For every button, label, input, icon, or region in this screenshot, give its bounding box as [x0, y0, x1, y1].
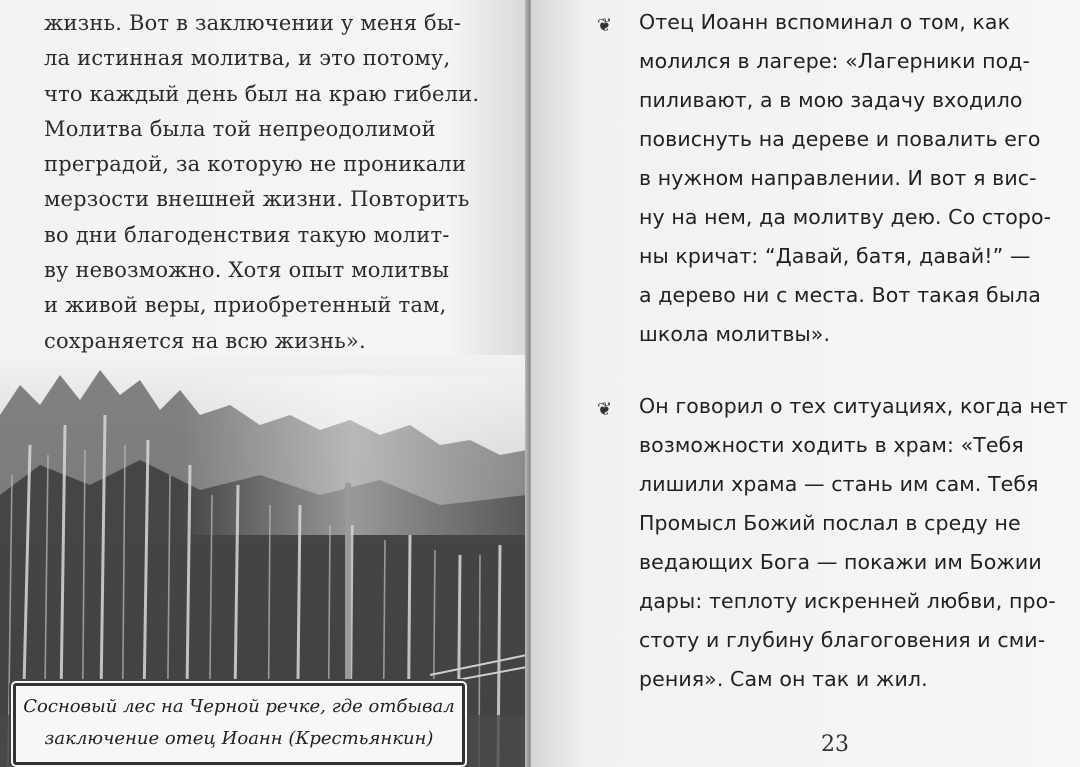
text-line: Промысл Божий послал в среду не	[639, 511, 1021, 535]
right-page-text	[531, 0, 1080, 767]
flower-ornament-icon: ❦	[597, 399, 613, 420]
text-line: пиливают, а в мою задачу входило	[639, 88, 1023, 112]
right-page	[531, 0, 1080, 767]
flower-ornament-icon: ❦	[597, 15, 613, 36]
text-line: школа молитвы».	[639, 322, 831, 346]
text-line: дары: теплоту искренней любви, про-	[639, 589, 1056, 613]
text-line: рения». Сам он так и жил.	[639, 667, 928, 691]
photo-caption	[13, 683, 465, 765]
text-line: повиснуть на дереве и повалить его	[639, 127, 1041, 151]
text-line: Отец Иоанн вспоминал о том, как	[639, 10, 1011, 34]
left-page-text	[44, 6, 480, 359]
text-line: что каждый день был на краю гибели.	[44, 81, 480, 106]
text-line: во дни благоденствия такую молит-	[44, 222, 450, 247]
text-line: в нужном направлении. И вот я вис-	[639, 166, 1037, 190]
text-line: Он говорил о тех ситуациях, когда нет	[639, 394, 1068, 418]
text-line: стоту и глубину благоговения и сми-	[639, 628, 1046, 652]
text-line: мерзости внешней жизни. Повторить	[44, 187, 470, 212]
text-line: сохраняется на всю жизнь».	[44, 328, 366, 353]
text-line: преградой, за которую не проникали	[44, 152, 467, 177]
text-line: ведающих Бога — покажи им Божии	[639, 550, 1042, 574]
text-line: Молитва была той непреодолимой	[44, 116, 436, 141]
text-line: ву невозможно. Хотя опыт молитвы	[44, 258, 450, 283]
text-line: жизнь. Вот в заключении у меня бы-	[44, 11, 462, 35]
page-number: 23	[821, 732, 849, 757]
caption-line: заключение отец Иоанн (Крестьянкин)	[44, 728, 434, 749]
caption-line: Сосновый лес на Черной речке, где отбывал	[23, 696, 455, 717]
text-line: и живой веры, приобретенный там,	[44, 293, 447, 318]
text-line: молился в лагере: «Лагерники под-	[639, 49, 1031, 73]
text-line: ну на нем, да молитву дею. Со сторо-	[639, 205, 1052, 229]
text-line: а дерево ни с места. Вот такая была	[639, 283, 1041, 307]
text-line: лишили храма — стань им сам. Тебя	[639, 472, 1039, 496]
text-line: ны кричат: “Давай, батя, давай!” —	[639, 244, 1031, 268]
text-line: возможности ходить в храм: «Тебя	[639, 433, 1024, 457]
text-line: ла истинная молитва, и это потому,	[44, 46, 451, 71]
left-page	[0, 0, 527, 767]
